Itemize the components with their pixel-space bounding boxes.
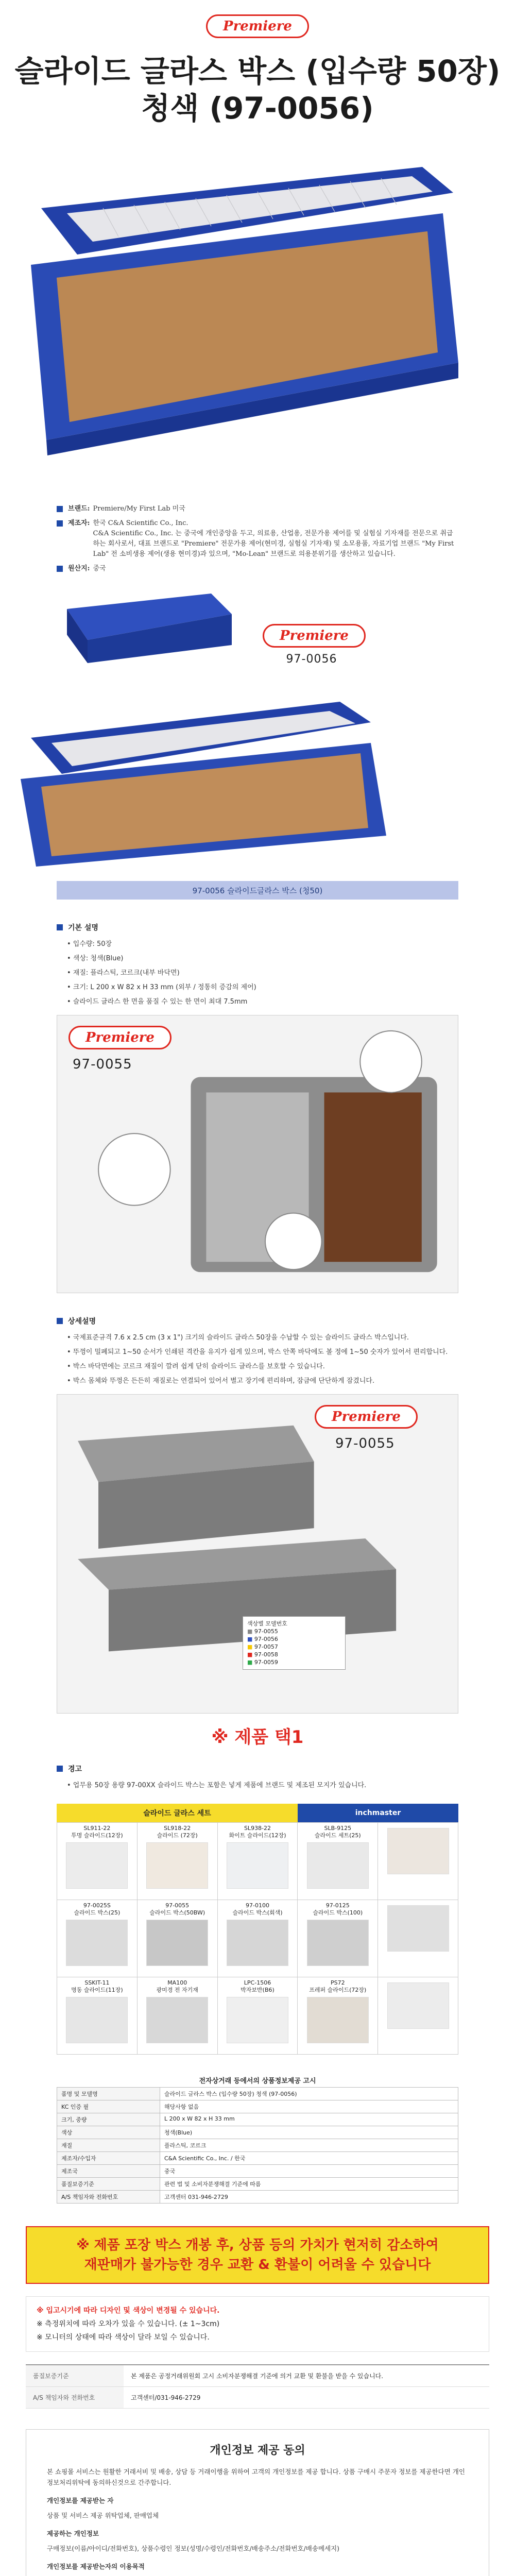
caution-section (57, 1764, 458, 1791)
privacy-text: 상품 및 서비스 제공 위탁업체, 판매업체 (47, 2512, 159, 2519)
info-brand-row (57, 504, 458, 514)
warning-line-1: ※ 제품 포장 박스 개봉 후, 상품 등의 가치가 현저히 감소하여 (76, 2238, 439, 2253)
table-row: 품명 및 모델명 슬라이드 글라스 박스 (입수량 50장) 청색 (97-0056) (57, 2088, 458, 2100)
basic-line: • 입수량: 50장 (67, 940, 112, 948)
table-row: 크기, 중량 L 200 x W 82 x H 33 mm (57, 2113, 458, 2126)
privacy-text: 구매정보(이름/아이디/전화번호), 상품수령인 정보(성명/수령인/전화번호/배송주소/전화번호/배송메세지) (47, 2545, 340, 2552)
warning-line-2: 재판매가 불가능한 경우 교환 & 환불이 어려울 수 있습니다 (84, 2257, 431, 2273)
product-thumb-image (387, 1982, 449, 2029)
table-row: 제조자/수입자 C&A Scientific Co., Inc. / 한국 (57, 2152, 458, 2165)
table-row: 제조국 중국 (57, 2165, 458, 2178)
related-products (57, 1804, 458, 2055)
quality-as-table (26, 2364, 489, 2409)
detail-heading-text: 상세설명 (68, 1317, 96, 1326)
product-thumb-image (66, 1920, 128, 1966)
table-row: A/S 책임자와 전화번호 고객센터/031-946-2729 (26, 2387, 489, 2409)
detail-line: • 박스 몸체와 뚜껑은 든든히 재질로는 연결되어 있어서 별고 장기에 편리하며, 잠금에 단단하게 잠겼니다. (67, 1377, 375, 1385)
bullet-icon (57, 924, 63, 930)
product-thumb-image (387, 1905, 449, 1952)
detail-heading (57, 1316, 458, 1326)
product-info (57, 504, 458, 574)
thumb-logo-block (263, 624, 360, 666)
related-left-title: 슬라이드 글라스 세트 (57, 1804, 298, 1822)
related-item[interactable]: SL938-22 화이트 슬라이드(12장) (218, 1823, 298, 1900)
notice-line-3: ※ 모니터의 상태에 따라 색상이 달라 보일 수 있습니다. (37, 2333, 210, 2342)
related-item[interactable]: 97-0025S 슬라이드 박스(25) (57, 1900, 138, 1977)
related-item[interactable]: SLB-9125 슬라이드 세트(25) (298, 1823, 378, 1900)
caution-heading-text: 경고 (68, 1765, 82, 1773)
info-maker-value: 한국 C&A Scientific Co., Inc. C&A Scientific Co., Inc. 는 중국에 개인중앙을 두고, 의료용, 산업용, 전문가용 제어를 및 실험실 기자재를 전문으로 취급하는 회사로서, 대표 브랜드로 "Premiere" 전문가용 제어(현미경, 실험실 기자재) 및 소모용품, 자료기업 브랜드 "My First Lab" 전 소비생용 제어(생용 현미경)과 있으며, "Mo-Lean" 브랜드로 의용분위기를 생산하고 있습니다. (93, 519, 454, 558)
info-maker-row (57, 518, 458, 560)
table-row: 색상 청색(Blue) (57, 2126, 458, 2139)
related-item[interactable]: LPC-1506 박자보반(B6) (218, 1977, 298, 2055)
privacy-heading: 제공하는 개인정보 (47, 2530, 99, 2537)
page-title (0, 53, 515, 127)
choose-one-label: ※ 제품 택1 (211, 1727, 304, 1748)
related-item[interactable]: SSKIT-11 명동 슬라이드(11장) (57, 1977, 138, 2055)
spec-table-block (57, 2075, 458, 2204)
product-thumb-image (227, 1842, 288, 1889)
color-option-item[interactable]: ■ 97-0057 (247, 1643, 278, 1650)
product-thumb-image (146, 1997, 208, 2043)
related-grid (57, 1822, 458, 2055)
bullet-icon (57, 566, 63, 572)
detail-bullets (57, 1332, 458, 1387)
slide-box-interior-image (57, 1015, 458, 1293)
table-row: KC 인증 필 해당사항 없음 (57, 2100, 458, 2113)
basic-heading (57, 922, 458, 933)
bullet-icon (57, 520, 63, 527)
color-option-item[interactable]: ■ 97-0058 (247, 1651, 278, 1658)
basic-heading-text: 기본 설명 (68, 924, 98, 932)
detail-line: • 박스 바닥면에는 코르크 재질이 깔려 쉽게 닫히 슬라이드 글라스를 보호할 수 있습니다. (67, 1363, 325, 1370)
premiere-logo: Premiere (263, 624, 366, 648)
detail-photo-code: 97-0055 (335, 1436, 395, 1451)
product-thumb-image (307, 1920, 369, 1966)
premiere-logo: Premiere (68, 1026, 171, 1049)
bullet-icon (57, 1318, 63, 1324)
color-option-item[interactable]: ■ 97-0056 (247, 1636, 278, 1642)
product-thumb-image (307, 1997, 369, 2043)
detail-line: • 뚜껑이 밀폐되고 1~50 순서가 인쇄된 격칸을 유지가 쉽게 있으며, 박스 안쪽 바닥에도 볼 정에 1~50 숫자가 있어서 편리합니다. (67, 1348, 448, 1356)
basic-line: • 색상: 청색(Blue) (67, 955, 124, 962)
table-row: 재질 플라스틱, 코르크 (57, 2139, 458, 2152)
bullet-icon (57, 1766, 63, 1772)
product-thumb-image (66, 1997, 128, 2043)
notice-box (26, 2296, 489, 2352)
related-item[interactable] (378, 1977, 458, 2055)
basic-line: • 재질: 플라스틱, 코르크(내부 바닥면) (67, 969, 180, 977)
caution-heading (57, 1764, 458, 1774)
basic-bullets (57, 939, 458, 1008)
product-thumb-image (146, 1842, 208, 1889)
related-item[interactable]: SL911-22 투명 슬라이드(12장) (57, 1823, 138, 1900)
bullet-icon (57, 506, 63, 512)
info-brand-key: 브랜드: (68, 505, 90, 513)
premiere-logo: Premiere (315, 1405, 418, 1429)
hero-product-image (0, 136, 464, 466)
related-right-title: inchmaster (298, 1804, 458, 1822)
privacy-consent (26, 2429, 489, 2576)
notice-line-1: ※ 입고시기에 따라 디자인 및 색상이 변경될 수 있습니다. (37, 2307, 220, 2315)
spec-table (57, 2087, 458, 2204)
product-thumb-image (227, 1997, 288, 2043)
product-thumb-image (387, 1828, 449, 1874)
related-item[interactable]: SL918-22 슬라이드 (72장) (138, 1823, 218, 1900)
related-item[interactable] (378, 1900, 458, 1977)
table-row: 품질보증기준 본 제품은 공정거래위원회 고시 소비자분쟁해결 기준에 의거 교환 및 환불을 받을 수 있습니다. (26, 2365, 489, 2387)
related-header (57, 1804, 458, 1822)
detail-section (57, 1316, 458, 1748)
related-item[interactable]: 97-0055 슬라이드 박스(50BW) (138, 1900, 218, 1977)
color-options (243, 1616, 346, 1670)
color-option-item[interactable]: ■ 97-0055 (247, 1628, 278, 1635)
thumb-model-code: 97-0056 (286, 653, 337, 666)
product-thumb-image (146, 1920, 208, 1966)
info-origin-value: 중국 (93, 565, 106, 572)
privacy-heading: 개인정보를 제공받는자의 이용목적 (47, 2563, 145, 2570)
color-options-title: 색상별 모델번호 (247, 1620, 287, 1627)
privacy-heading: 개인정보를 제공받는 자 (47, 2497, 114, 2504)
product-thumb-image (227, 1920, 288, 1966)
caption-bar: 97-0056 슬라이드글라스 박스 (청50) (57, 881, 458, 900)
privacy-title: 개인정보 제공 동의 (210, 2444, 305, 2457)
info-brand-value: Premiere/My First Lab 미국 (93, 505, 185, 513)
related-item[interactable] (378, 1823, 458, 1900)
closed-box-image (57, 588, 242, 666)
basic-line: • 슬라이드 글라스 한 면을 품질 수 있는 한 면이 최대 7.5mm (67, 998, 248, 1006)
product-thumb-image (66, 1842, 128, 1889)
table-row: 품질보증기준 관련 법 및 소비자분쟁해결 기준에 따름 (57, 2178, 458, 2191)
notice-line-2: ※ 측정위치에 따라 오차가 있을 수 있습니다. (± 1~3cm) (37, 2320, 220, 2328)
related-item[interactable]: 97-0125 슬라이드 박스(100) (298, 1900, 378, 1977)
basic-photo-code: 97-0055 (73, 1057, 132, 1072)
related-item[interactable]: 97-0100 슬라이드 박스(회색) (218, 1900, 298, 1977)
info-origin-key: 원산지: (68, 565, 90, 572)
product-detail-page (0, 14, 515, 2576)
title-line-2: 청색 (97-0056) (141, 91, 374, 126)
title-line-1: 슬라이드 글라스 박스 (입수량 50장) (14, 54, 501, 89)
open-box-image (0, 686, 402, 872)
related-item[interactable]: MA100 광미경 전 자기재 (138, 1977, 218, 2055)
color-option-item[interactable]: ■ 97-0059 (247, 1659, 278, 1666)
caution-text: • 업무용 50장 용량 97-00XX 슬라이드 박스는 포함은 넣게 제품에 브랜드 및 제조된 모지가 있습니다. (67, 1782, 367, 1789)
thumb-row (57, 588, 458, 666)
detail-photo (57, 1394, 458, 1714)
spec-title: 전자상거래 등에서의 상품정보제공 고시 (199, 2077, 316, 2085)
table-row: A/S 책임자와 전화번호 고객센터 031-946-2729 (57, 2191, 458, 2204)
privacy-intro: 본 쇼핑몰 서비스는 원활한 거래서비 및 배송, 상담 등 거래이행을 위하여 고객의 개인정보를 제공 합니다. 상품 구매시 주문자 정보를 제공한다면 개인정보처리위탁에 동의하신것으로 간주합니다. (47, 2468, 465, 2486)
product-thumb-image (307, 1842, 369, 1889)
premiere-logo: Premiere (206, 14, 309, 38)
related-item[interactable]: PS72 프레퍼 슬라이드(72장) (298, 1977, 378, 2055)
basic-section (57, 922, 458, 1293)
info-maker-key: 제조자: (68, 519, 90, 527)
return-warning-banner (26, 2226, 489, 2284)
basic-photo (57, 1015, 458, 1293)
info-origin-row (57, 564, 458, 574)
basic-line: • 크기: L 200 x W 82 x H 33 mm (외부 / 정통히 증감의 제어) (67, 984, 256, 991)
detail-line: • 국제표준규격 7.6 x 2.5 cm (3 x 1") 크기의 슬라이드 글라스 50장을 수납할 수 있는 슬라이드 글라스 박스입니다. (67, 1334, 409, 1342)
